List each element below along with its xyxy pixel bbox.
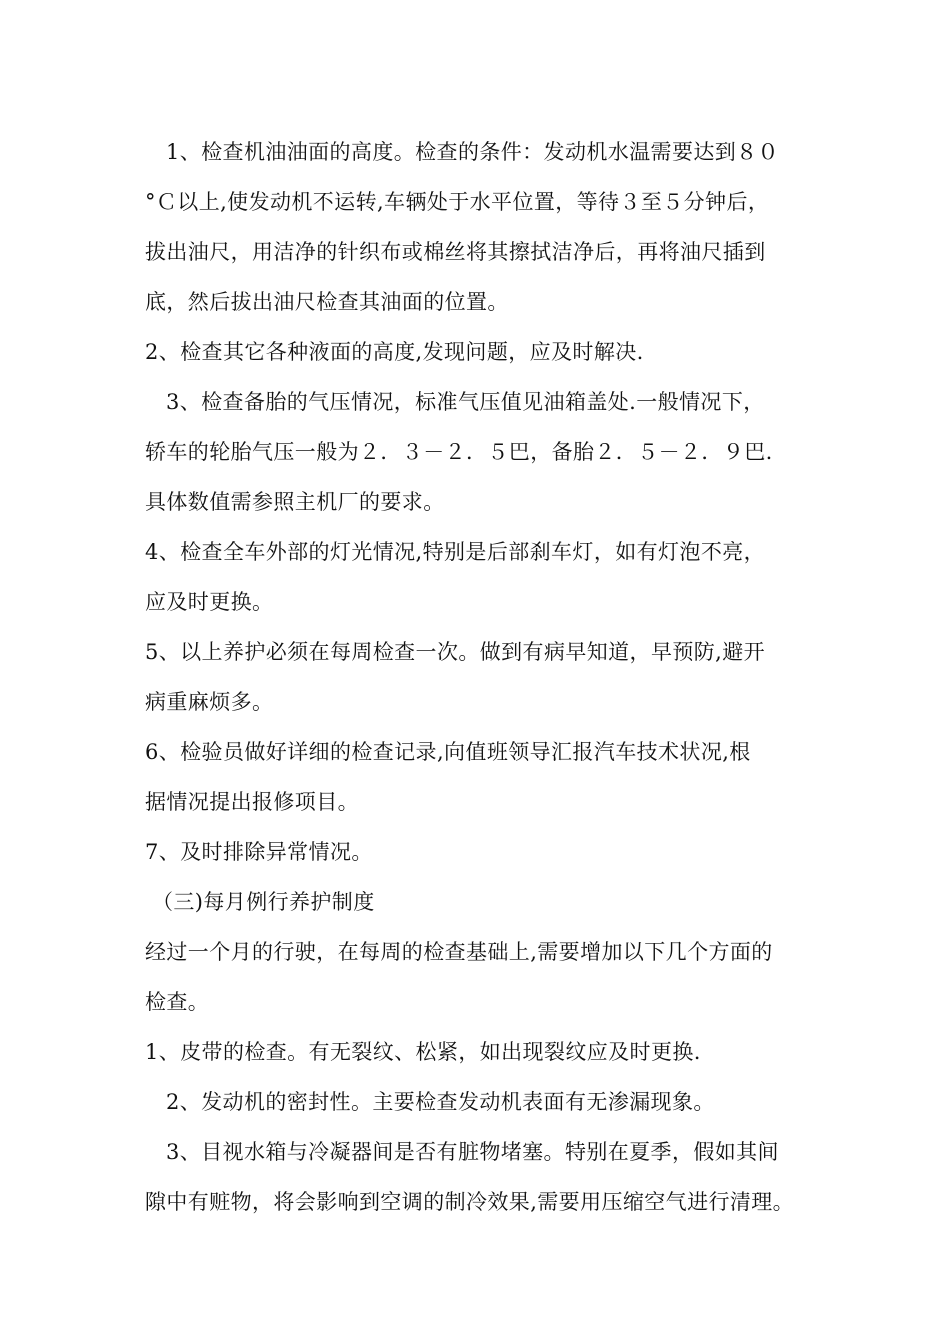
text-line: 4、检查全车外部的灯光情况,特别是后部刹车灯，如有灯泡不亮，	[145, 540, 766, 564]
text-line: 2、发动机的密封性。主要检查发动机表面有无渗漏现象。	[166, 1090, 715, 1114]
text-line: 经过一个月的行驶，在每周的检查基础上,需要增加以下几个方面的	[145, 940, 773, 964]
text-line: 据情况提出报修项目。	[145, 790, 359, 814]
text-line: 拔出油尺，用洁净的针织布或棉丝将其擦拭洁净后，再将油尺插到	[145, 240, 766, 264]
text-line: 轿车的轮胎气压一般为２．３－２．５巴，备胎２．５－２．９巴.	[145, 440, 773, 464]
text-line: 检查。	[145, 990, 210, 1014]
text-line: 应及时更换。	[145, 590, 274, 614]
text-line: 隙中有赃物，将会影响到空调的制冷效果,需要用压缩空气进行清理。	[145, 1190, 795, 1214]
text-line: 3、目视水箱与冷凝器间是否有脏物堵塞。特别在夏季，假如其间	[166, 1140, 779, 1164]
text-line: 3、检查备胎的气压情况，标准气压值见油箱盖处.一般情况下，	[166, 390, 765, 414]
text-line: 7、及时排除异常情况。	[145, 840, 373, 864]
text-line: 具体数值需参照主机厂的要求。	[145, 490, 445, 514]
section-heading: （三)每月例行养护制度	[152, 890, 375, 914]
text-line: 病重麻烦多。	[145, 690, 274, 714]
text-line: 1、皮带的检查。有无裂纹、松紧，如出现裂纹应及时更换.	[145, 1040, 701, 1064]
text-line: 5、以上养护必须在每周检查一次。做到有病早知道，早预防,避开	[145, 640, 766, 664]
text-line: °Ｃ以上,使发动机不运转,车辆处于水平位置，等待３至５分钟后，	[145, 190, 770, 214]
text-line: 1、检查机油油面的高度。检查的条件：发动机水温需要达到８０	[166, 140, 779, 164]
text-line: 6、检验员做好详细的检查记录,向值班领导汇报汽车技术状况,根	[145, 740, 751, 764]
text-line: 2、检查其它各种液面的高度,发现问题，应及时解决.	[145, 340, 644, 364]
text-line: 底，然后拔出油尺检查其油面的位置。	[145, 290, 509, 314]
